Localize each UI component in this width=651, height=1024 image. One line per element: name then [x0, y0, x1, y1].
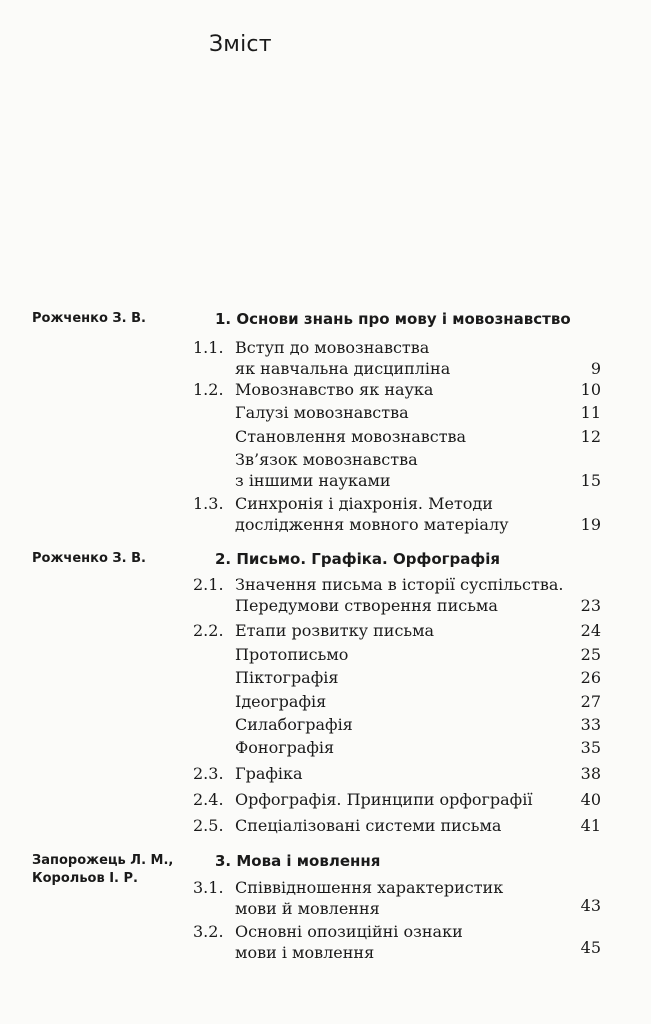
entry-page: 11 [580, 403, 601, 422]
entry-page: 9 [590, 359, 601, 378]
entry-number: 3.1. [193, 878, 224, 897]
entry-page: 33 [580, 715, 601, 734]
entry-text: Фонографія [235, 738, 335, 757]
entry-page: 41 [580, 816, 601, 835]
entry-page: 45 [580, 938, 601, 957]
entry-number: 2.2. [193, 621, 224, 640]
entry-text: Основні опозиційні ознаки мови і мовлення [235, 922, 463, 962]
entry-page: 23 [580, 596, 601, 615]
entry-text: Орфографія. Принципи орфографії [235, 790, 533, 809]
chapter-title: 2. Письмо. Графіка. Орфографія [215, 550, 500, 568]
entry-text: Вступ до мовознавства як навчальна дисципліна [235, 338, 451, 378]
entry-page: 15 [580, 471, 601, 490]
section-author: Запорожець Л. М., Корольов І. Р. [32, 853, 174, 886]
entry-number: 1.1. [193, 338, 224, 357]
page-title: Зміст [209, 32, 272, 57]
entry-text: Спеціалізовані системи письма [235, 816, 502, 835]
entry-text: Силабографія [235, 715, 353, 734]
entry-text: Графіка [235, 764, 303, 783]
entry-number: 3.2. [193, 922, 224, 941]
entry-text: Синхронія і діахронія. Методи дослідження мовного матеріалу [235, 494, 509, 534]
entry-page: 19 [580, 515, 601, 534]
entry-page: 43 [580, 896, 601, 915]
entry-page: 27 [580, 692, 601, 711]
entry-text: Зв’язок мовознавства з іншими науками [235, 450, 418, 490]
section-author: Рожченко З. В. [32, 551, 146, 566]
entry-page: 26 [580, 668, 601, 687]
entry-text: Мовознавство як наука [235, 380, 434, 399]
entry-page: 24 [580, 621, 601, 640]
entry-text: Співвідношення характеристик мови й мовлення [235, 878, 504, 918]
entry-text: Піктографія [235, 668, 339, 687]
entry-page: 10 [580, 380, 601, 399]
entry-number: 2.5. [193, 816, 224, 835]
section-author: Рожченко З. В. [32, 311, 146, 326]
entry-text: Галузі мовознавства [235, 403, 409, 422]
chapter-title: 1. Основи знань про мову і мовознавство [215, 310, 571, 328]
entry-text: Протописьмо [235, 645, 349, 664]
entry-number: 2.3. [193, 764, 224, 783]
entry-page: 35 [580, 738, 601, 757]
entry-page: 38 [580, 764, 601, 783]
entry-text: Етапи розвитку письма [235, 621, 435, 640]
entry-number: 1.2. [193, 380, 224, 399]
entry-text: Значення письма в історії суспільства. Передумови створення письма [235, 575, 564, 615]
entry-page: 40 [580, 790, 601, 809]
entry-page: 12 [580, 427, 601, 446]
entry-text: Становлення мовознавства [235, 427, 467, 446]
entry-number: 2.4. [193, 790, 224, 809]
entry-number: 2.1. [193, 575, 224, 594]
entry-number: 1.3. [193, 494, 224, 513]
chapter-title: 3. Мова і мовлення [215, 852, 381, 870]
entry-page: 25 [580, 645, 601, 664]
entry-text: Ідеографія [235, 692, 327, 711]
